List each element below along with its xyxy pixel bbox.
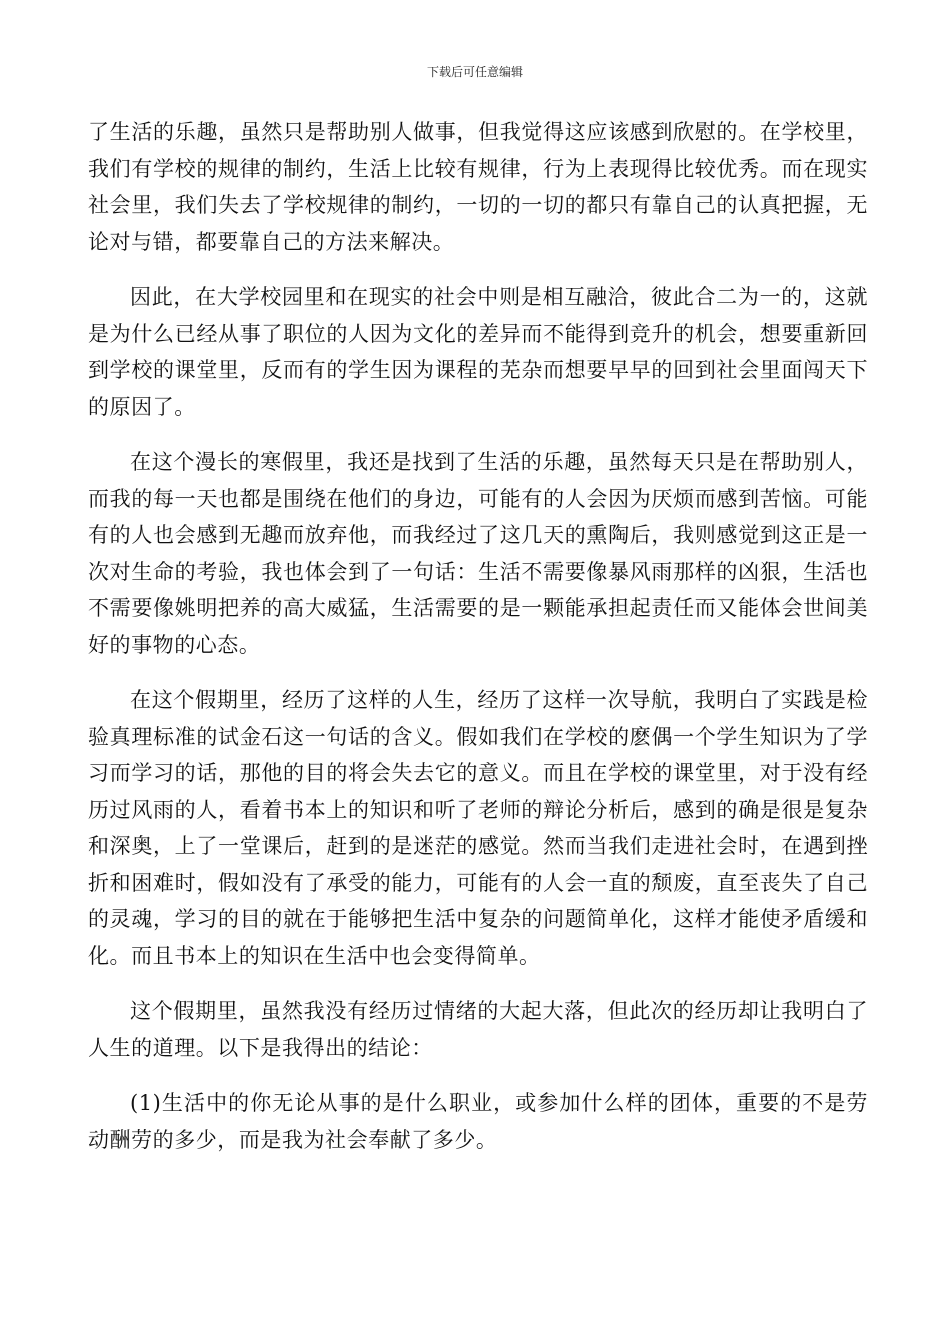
paragraph-1: 了生活的乐趣，虽然只是帮助别人做事，但我觉得这应该感到欣慰的。在学校里，我们有学校的规律的制约，生活上比较有规律，行为上表现得比较优秀。而在现实社会里，我们失去了学校规律的制约，一切的一切的都只有靠自己的认真把握，无论对与错，都要靠自己的方法来解决。 [88, 120, 868, 254]
page-header: 下载后可任意编辑 [426, 65, 523, 79]
paragraph-3: 在这个漫长的寒假里，我还是找到了生活的乐趣，虽然每天只是在帮助别人，而我的每一天也都是围绕在他们的身边，可能有的人会因为厌烦而感到苦恼。可能有的人也会感到无趣而放弃他，而我经过了这几天的熏陶后，我则感觉到这正是一次对生命的考验，我也体会到了一句话：生活不需要像暴风雨那样的凶狠，生活也不需要像姚明把养的高大威猛，生活需要的是一颗能承担起责任而又能体会世间美好的事物的心态。 [88, 450, 868, 657]
paragraph-2: 因此，在大学校园里和在现实的社会中则是相互融洽，彼此合二为一的，这就是为什么已经从事了职位的人因为文化的差异而不能得到竞升的机会，想要重新回到学校的课堂里，反而有的学生因为课程的芜杂而想要早早的回到社会里面闯天下的原因了。 [88, 285, 868, 419]
paragraph-6: (1)生活中的你无论从事的是什么职业，或参加什么样的团体，重要的不是劳动酬劳的多少，而是我为社会奉献了多少。 [88, 1091, 868, 1152]
document-body [88, 114, 868, 1177]
paragraph-4: 在这个假期里，经历了这样的人生，经历了这样一次导航，我明白了实践是检验真理标准的试金石这一句话的含义。假如我们在学校的麽偶一个学生知识为了学习而学习的话，那他的目的将会失去它的意义。而且在学校的课堂里，对于没有经历过风雨的人，看着书本上的知识和听了老师的辩论分析后，感到的确是很是复杂和深奥，上了一堂课后，赶到的是迷茫的感觉。然而当我们走进社会时，在遇到挫折和困难时，假如没有了承受的能力，可能有的人会一直的颓废，直至丧失了自己的灵魂，学习的目的就在于能够把生活中复杂的问题简单化，这样才能使矛盾缓和化。而且书本上的知识在生活中也会变得简单。 [88, 688, 868, 968]
paragraph-5: 这个假期里，虽然我没有经历过情绪的大起大落，但此次的经历却让我明白了人生的道理。以下是我得出的结论： [88, 999, 868, 1060]
